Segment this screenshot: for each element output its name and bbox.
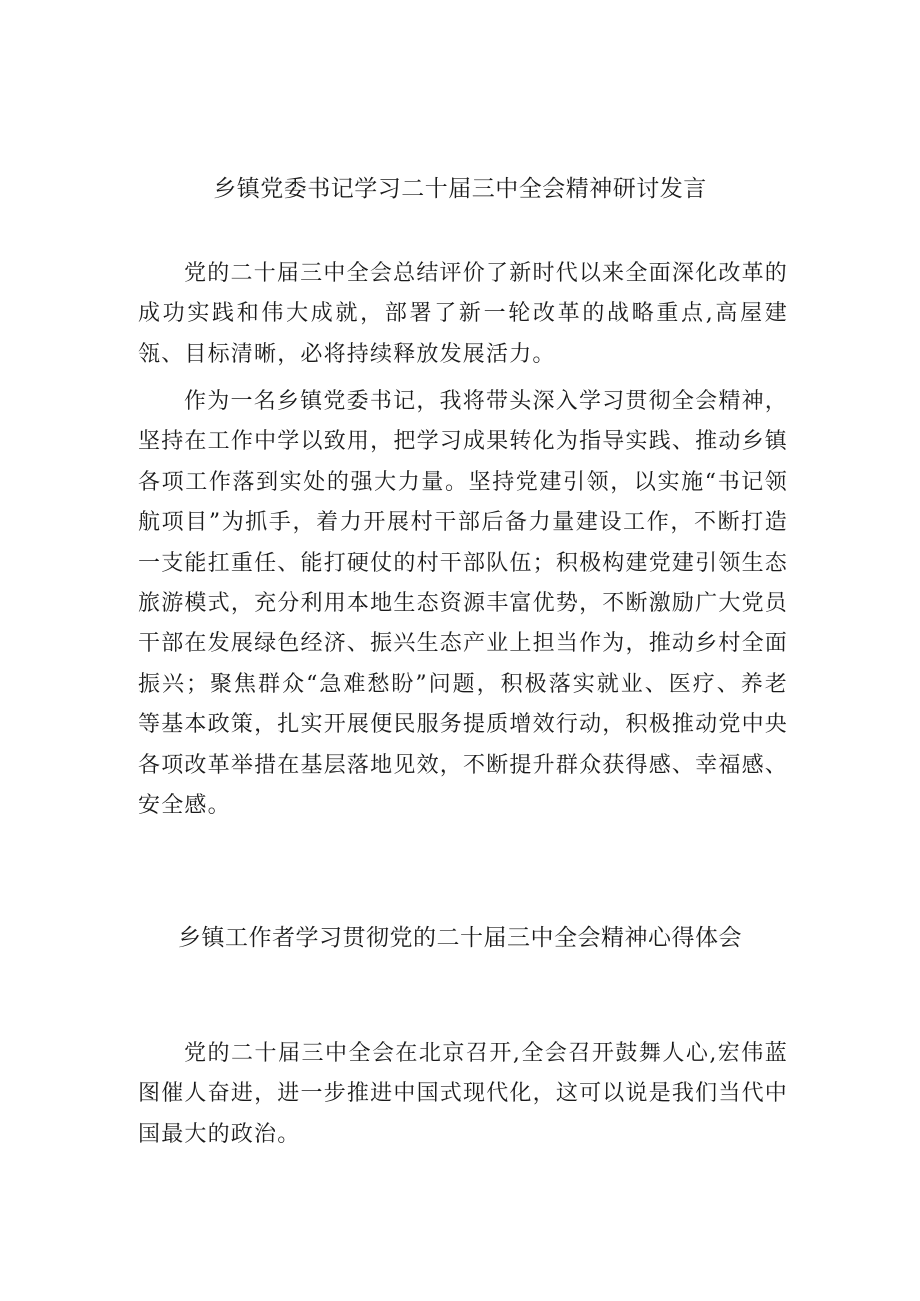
section-2-paragraph-1: 党的二十届三中全会在北京召开,全会召开鼓舞人心,宏伟蓝图催人奋进，进一步推进中国式现代化，这可以说是我们当代中国最大的政治。 (138, 1041, 788, 1147)
section-2-title: 乡镇工作者学习贯彻党的二十届三中全会精神心得体会 (178, 925, 742, 951)
section-1-paragraph-2: 作为一名乡镇党委书记，我将带头深入学习贯彻全会精神，坚持在工作中学以致用，把学习成果转化为指导实践、推动乡镇各项工作落到实处的强大力量。坚持党建引领，以实施“书记领航项目”为抓手，着力开展村干部后备力量建设工作，不断打造一支能扛重任、能打硬仗的村干部队伍；积极构建党建引领生态旅游模式，充分利用本地生态资源丰富优势，不断激励广大党员干部在发展绿色经济、振兴生态产业上担当作为，推动乡村全面振兴；聚焦群众“急难愁盼”问题，积极落实就业、医疗、养老等基本政策，扎实开展便民服务提质增效行动，积极推动党中央各项改革举措在基层落地见效，不断提升群众获得感、幸福感、安全感。 (138, 389, 788, 819)
section-1-paragraph-1: 党的二十届三中全会总结评价了新时代以来全面深化改革的成功实践和伟大成就，部署了新一轮改革的战略重点,高屋建瓴、目标清晰，必将持续释放发展活力。 (138, 261, 788, 367)
section-1-title: 乡镇党委书记学习二十届三中全会精神研讨发言 (213, 176, 707, 202)
